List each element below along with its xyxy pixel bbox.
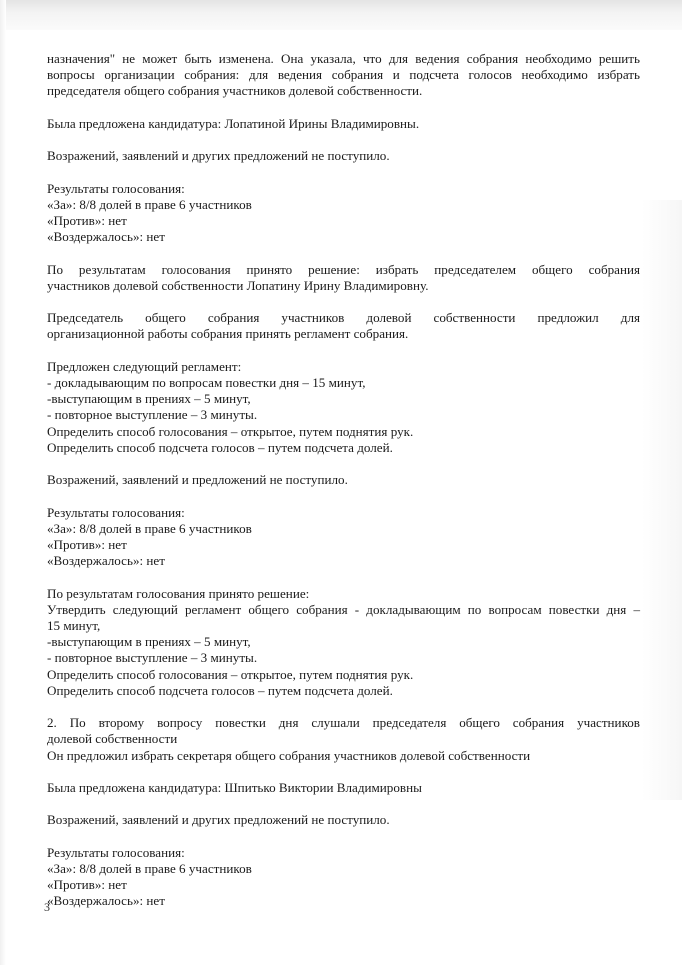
regulation-item: Определить способ голосования – открытое, путем поднятия рук. <box>47 666 414 682</box>
regulation-item: -выступающим в прениях – 5 минут, <box>47 634 251 650</box>
scan-shadow-left <box>0 0 6 965</box>
vote-abstain: «Воздержалось»: нет <box>47 893 165 909</box>
regulation-item: Определить способ подсчета голосов – путем подсчета долей. <box>47 439 393 455</box>
text-line: Утвердить следующий регламент общего собрания - докладывающим по вопросам повестки дня – <box>47 601 640 617</box>
regulation-item: - повторное выступление – 3 минуты. <box>47 407 258 423</box>
scan-shadow-top <box>0 0 682 30</box>
vote-title: Результаты голосования: <box>47 504 185 520</box>
text-line: назначения" не может быть изменена. Она указала, что для ведения собрания необходимо решить <box>47 51 640 66</box>
vote-title: Результаты голосования: <box>47 844 185 860</box>
regulation-item: - повторное выступление – 3 минуты. <box>47 650 258 666</box>
regulation-item: -выступающим в прениях – 5 минут, <box>47 391 251 407</box>
regulation-item: Определить способ подсчета голосов – путем подсчета долей. <box>47 682 393 698</box>
regulation-title: Предложен следующий регламент: <box>47 358 242 374</box>
vote-against: «Против»: нет <box>47 536 127 552</box>
chair-proposal <box>47 310 640 342</box>
no-objections: Возражений, заявлений и предложений не поступило. <box>47 472 348 488</box>
vote-for: «За»: 8/8 долей в праве 6 участников <box>47 860 252 876</box>
text-line: Председатель общего собрания участников долевой собственности предложил для <box>47 310 640 326</box>
text-line: председателя общего собрания участников долевой собственности. <box>47 83 423 99</box>
vote-against: «Против»: нет <box>47 212 127 228</box>
page-number: 3 <box>44 900 50 914</box>
text-line: участников долевой собственности Лопатину Ирину Владимировну. <box>47 277 429 293</box>
text-line: Он предложил избрать секретаря общего собрания участников долевой собственности <box>47 747 531 763</box>
vote-for: «За»: 8/8 долей в праве 6 участников <box>47 520 252 536</box>
vote-against: «Против»: нет <box>47 877 127 893</box>
paragraph-intro <box>47 51 640 100</box>
vote-results-3 <box>47 845 640 910</box>
vote-title: Результаты голосования: <box>47 180 185 196</box>
document-page <box>47 51 640 910</box>
vote-abstain: «Воздержалось»: нет <box>47 553 165 569</box>
candidate-proposal-chair: Была предложена кандидатура: Лопатиной Ирины Владимировны. <box>47 115 420 131</box>
text-line: долевой собственности <box>47 731 178 747</box>
regulation-item: - докладывающим по вопросам повестки дня – 15 минут, <box>47 374 366 390</box>
decision-chair <box>47 262 640 294</box>
candidate-proposal-secretary: Была предложена кандидатура: Шпитько Виктории Владимировны <box>47 779 422 795</box>
vote-abstain: «Воздержалось»: нет <box>47 229 165 245</box>
text-line: По результатам голосования принято решение: избрать председателем общего собрания <box>47 261 640 277</box>
text-line: организационной работы собрания принять регламент собрания. <box>47 326 409 342</box>
regulation-proposed <box>47 359 640 456</box>
text-line: вопросы организации собрания: для ведения собрания и подсчета голосов необходимо избрать <box>47 67 640 83</box>
vote-results-1 <box>47 181 640 246</box>
decision-title: По результатам голосования принято решение: <box>47 585 310 601</box>
regulation-item: Определить способ голосования – открытое, путем поднятия рук. <box>47 423 414 439</box>
vote-for: «За»: 8/8 долей в праве 6 участников <box>47 196 252 212</box>
text-line: 2. По второму вопросу повестки дня слушали председателя общего собрания участников <box>47 715 640 731</box>
scan-shadow-right <box>642 200 682 800</box>
no-objections: Возражений, заявлений и других предложений не поступило. <box>47 148 390 164</box>
vote-results-2 <box>47 505 640 570</box>
no-objections: Возражений, заявлений и других предложений не поступило. <box>47 812 390 828</box>
decision-regulation <box>47 586 640 699</box>
agenda-item-2 <box>47 715 640 764</box>
text-line: 15 минут, <box>47 617 101 633</box>
